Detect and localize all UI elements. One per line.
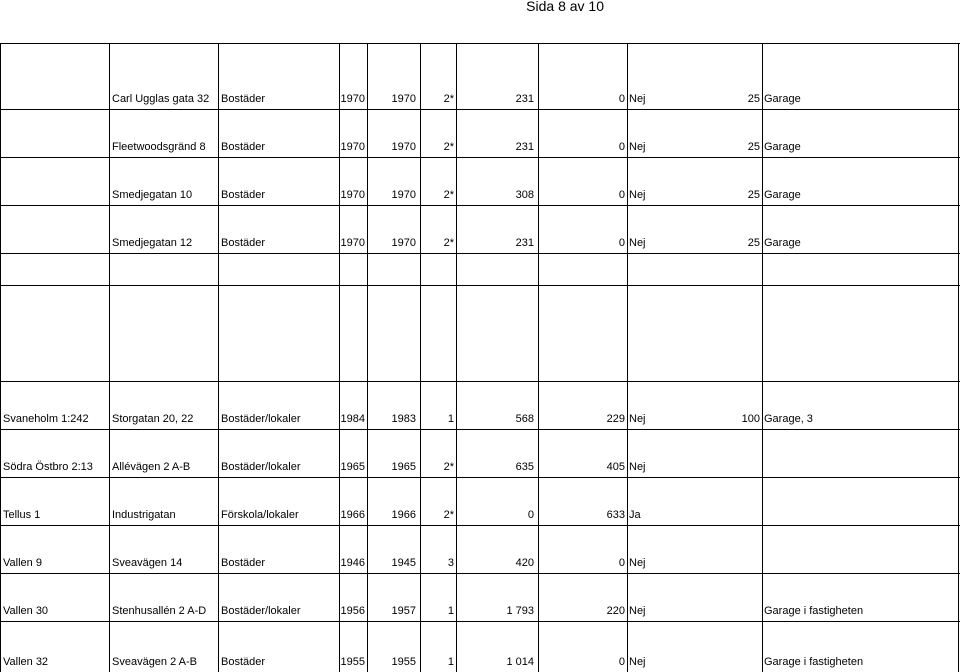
- table-cell-c10: 100: [741, 413, 760, 425]
- table-cell-c1: Vallen 30: [3, 605, 49, 617]
- table-cell-c8: 405: [606, 461, 625, 473]
- table-cell-c9: Nej: [629, 189, 646, 201]
- table-cell-c1: Södra Östbro 2:13: [3, 461, 93, 473]
- table-cell-c9: Ja: [629, 509, 641, 521]
- table-cell-c3: Bostäder: [221, 93, 266, 105]
- table-cell-c7: 635: [515, 461, 534, 473]
- table-cell-c6: 1: [447, 605, 454, 617]
- table-cell-c4: 1970: [340, 141, 365, 153]
- table-cell-c1: Vallen 9: [3, 557, 42, 569]
- table-row: [0, 157, 960, 205]
- table-cell-c5: 1983: [391, 413, 416, 425]
- table-cell-c1: Vallen 32: [3, 656, 49, 668]
- table-cell-c3: Bostäder/lokaler: [221, 461, 301, 473]
- table-cell-c6: 1: [447, 656, 454, 668]
- table-cell-c7: 231: [515, 237, 534, 249]
- table-cell-c2: Smedjegatan 12: [112, 237, 193, 249]
- table-cell-c10: 25: [747, 93, 760, 105]
- table-cell-c4: 1970: [340, 237, 365, 249]
- table-cell-c11: Garage: [764, 237, 801, 249]
- table-cell-c9: Nej: [629, 656, 646, 668]
- table-cell-c7: 1 793: [506, 605, 534, 617]
- table-row: [0, 381, 960, 429]
- table-cell-c6: 2*: [443, 189, 454, 201]
- table-cell-c6: 2*: [443, 509, 454, 521]
- table-cell-c3: Bostäder: [221, 189, 266, 201]
- table-cell-c5: 1957: [391, 605, 416, 617]
- table-cell-c3: Bostäder: [221, 557, 266, 569]
- table-cell-c2: Carl Ugglas gata 32: [112, 93, 210, 105]
- table-cell-c5: 1955: [391, 656, 416, 668]
- table-cell-c4: 1970: [340, 93, 365, 105]
- table-cell-c8: 220: [606, 605, 625, 617]
- table-cell-c3: Bostäder: [221, 656, 266, 668]
- table-cell-c6: 2*: [443, 93, 454, 105]
- table-cell-c6: 2*: [443, 461, 454, 473]
- table-cell-c7: 0: [527, 509, 534, 521]
- table-cell-c7: 231: [515, 141, 534, 153]
- table-cell-c9: Nej: [629, 461, 646, 473]
- table-cell-c8: 0: [618, 656, 625, 668]
- table-cell-c9: Nej: [629, 557, 646, 569]
- table-cell-c11: Garage: [764, 141, 801, 153]
- table-cell-c7: 420: [515, 557, 534, 569]
- table-cell-c7: 231: [515, 93, 534, 105]
- table-cell-c4: 1984: [340, 413, 365, 425]
- table-cell-c4: 1966: [340, 509, 365, 521]
- table-cell-c6: 3: [447, 557, 454, 569]
- table-cell-c1: Svaneholm 1:242: [3, 413, 89, 425]
- table-cell-c7: 568: [515, 413, 534, 425]
- table-row: [0, 525, 960, 573]
- table-cell-c11: Garage i fastigheten: [764, 656, 864, 668]
- table-cell-c2: Industrigatan: [112, 509, 176, 521]
- table-cell-c2: Smedjegatan 10: [112, 189, 193, 201]
- table-row: [0, 253, 960, 285]
- table-cell-c4: 1955: [340, 656, 365, 668]
- table-cell-c6: 1: [447, 413, 454, 425]
- table-cell-c3: Bostäder/lokaler: [221, 605, 301, 617]
- table-cell-c9: Nej: [629, 605, 646, 617]
- table-cell-c8: 0: [618, 237, 625, 249]
- table-cell-c10: 25: [747, 237, 760, 249]
- table-cell-c7: 1 014: [506, 656, 534, 668]
- table-cell-c5: 1970: [391, 93, 416, 105]
- table-cell-c11: Garage i fastigheten: [764, 605, 864, 617]
- table-row: [0, 285, 960, 381]
- table-cell-c8: 0: [618, 93, 625, 105]
- table-cell-c2: Allévägen 2 A-B: [112, 461, 191, 473]
- table-cell-c11: Garage: [764, 93, 801, 105]
- table-cell-c5: 1966: [391, 509, 416, 521]
- table-cell-c3: Bostäder/lokaler: [221, 413, 301, 425]
- table-row: [0, 477, 960, 525]
- table-cell-c2: Sveavägen 2 A-B: [112, 656, 198, 668]
- table-row: [0, 205, 960, 253]
- page-number: Sida 8 av 10: [526, 0, 604, 14]
- table-cell-c7: 308: [515, 189, 534, 201]
- table-cell-c9: Nej: [629, 237, 646, 249]
- table-cell-c3: Bostäder: [221, 237, 266, 249]
- table-cell-c10: 25: [747, 141, 760, 153]
- table-cell-c2: Stenhusallén 2 A-D: [112, 605, 207, 617]
- table-cell-c9: Nej: [629, 93, 646, 105]
- table-cell-c6: 2*: [443, 237, 454, 249]
- table-row: [0, 573, 960, 621]
- table-cell-c8: 229: [606, 413, 625, 425]
- table-cell-c4: 1965: [340, 461, 365, 473]
- table-cell-c10: 25: [747, 189, 760, 201]
- table-cell-c6: 2*: [443, 141, 454, 153]
- table-cell-c5: 1970: [391, 189, 416, 201]
- table-cell-c11: Garage, 3: [764, 413, 813, 425]
- table-row: [0, 621, 960, 672]
- page-header: [0, 0, 960, 43]
- table-cell-c2: Fleetwoodsgränd 8: [112, 141, 206, 153]
- table-cell-c8: 633: [606, 509, 625, 521]
- table-cell-c9: Nej: [629, 141, 646, 153]
- table-cell-c5: 1965: [391, 461, 416, 473]
- table-cell-c8: 0: [618, 557, 625, 569]
- table-row: [0, 109, 960, 157]
- table-cell-c5: 1945: [391, 557, 416, 569]
- table-cell-c11: Garage: [764, 189, 801, 201]
- table-cell-c2: Sveavägen 14: [112, 557, 183, 569]
- table-cell-c9: Nej: [629, 413, 646, 425]
- table-cell-c5: 1970: [391, 237, 416, 249]
- table-cell-c3: Förskola/lokaler: [221, 509, 299, 521]
- table-cell-c4: 1956: [340, 605, 365, 617]
- table-cell-c4: 1946: [340, 557, 365, 569]
- table-cell-c4: 1970: [340, 189, 365, 201]
- table-cell-c1: Tellus 1: [3, 509, 41, 521]
- table-cell-c8: 0: [618, 189, 625, 201]
- table-row: [0, 429, 960, 477]
- table-cell-c2: Storgatan 20, 22: [112, 413, 194, 425]
- table-row: [0, 43, 960, 109]
- table-cell-c8: 0: [618, 141, 625, 153]
- table-cell-c5: 1970: [391, 141, 416, 153]
- table-cell-c3: Bostäder: [221, 141, 266, 153]
